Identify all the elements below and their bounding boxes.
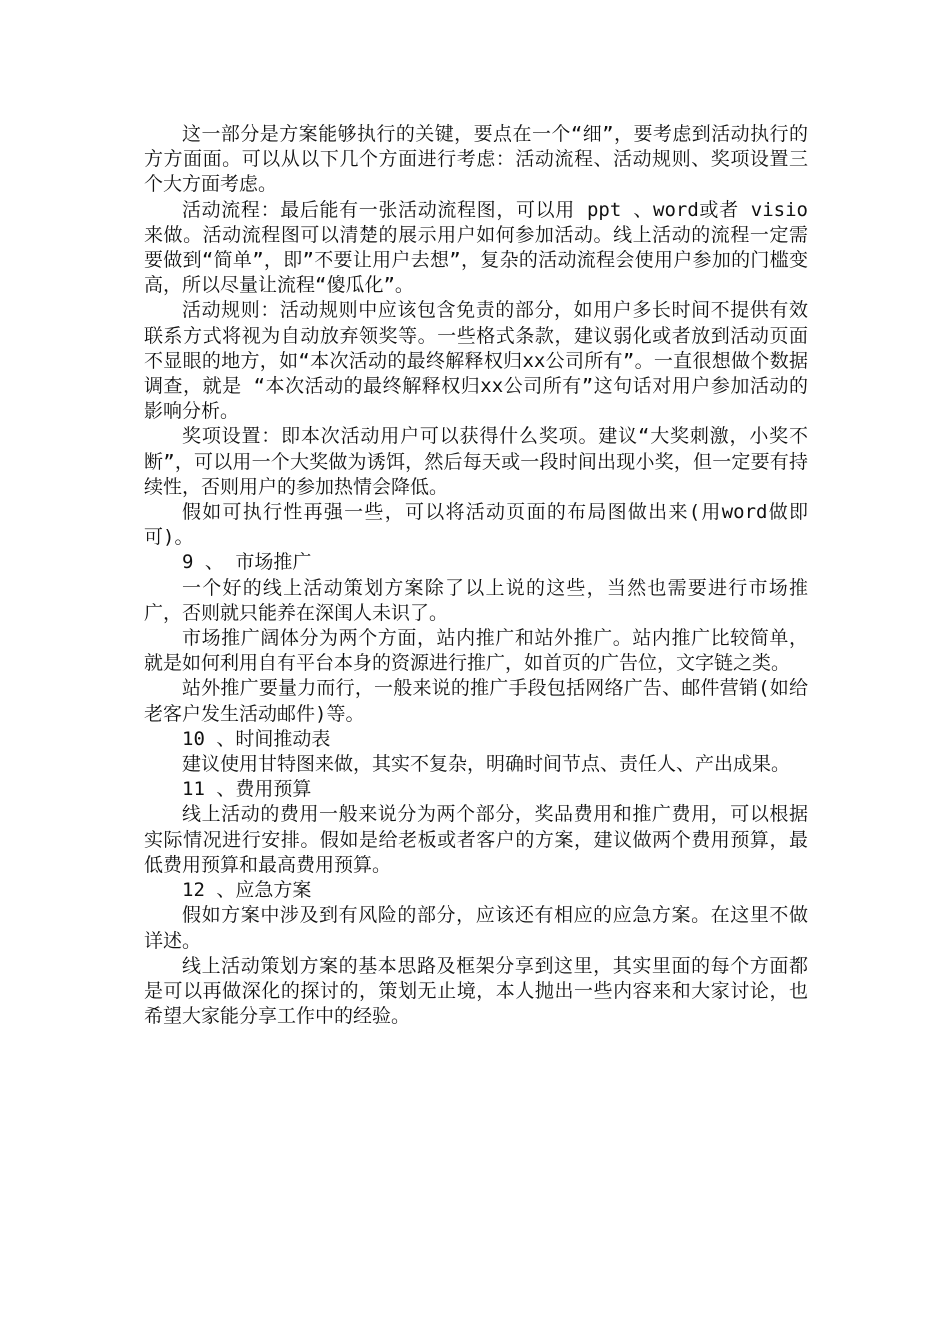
paragraph-budget: 线上活动的费用一般来说分为两个部分，奖品费用和推广费用，可以根据实际情况进行安排。假如是给老板或者客户的方案，建议做两个费用预算，最低费用预算和最高费用预算。 (144, 803, 808, 876)
paragraph-activity-rules: 活动规则：活动规则中应该包含免责的部分，如用户多长时间不提供有效联系方式将视为自动放弃领奖等。一些格式条款，建议弱化或者放到活动页面不显眼的地方，如“本次活动的最终解释权归xx公司所有”。一直很想做个数据调查，就是 “本次活动的最终解释权归xx公司所有”这句话对用户参加活动的影响分析。 (144, 299, 808, 423)
heading-contingency: 12 、应急方案 (182, 879, 312, 902)
paragraph-execution-intro: 这一部分是方案能够执行的关键，要点在一个“细”，要考虑到活动执行的方方面面。可以从以下几个方面进行考虑：活动流程、活动规则、奖项设置三个大方面考虑。 (144, 123, 808, 196)
paragraph-promotion-types: 市场推广阔体分为两个方面，站内推广和站外推广。站内推广比较简单，就是如何利用自有平台本身的资源进行推广，如首页的广告位，文字链之类。 (144, 627, 808, 675)
document-body (144, 122, 808, 1029)
heading-budget: 11 、费用预算 (182, 778, 312, 801)
paragraph-activity-flow: 活动流程：最后能有一张活动流程图，可以用 ppt 、word或者 visio 来做。活动流程图可以清楚的展示用户如何参加活动。线上活动的流程一定需要做到“简单”，即”不要让用户去想”，复杂的活动流程会使用户参加的门槛变高，所以尽量让流程“傻瓜化”。 (144, 198, 808, 297)
paragraph-offsite-promotion: 站外推广要量力而行，一般来说的推广手段包括网络广告、邮件营销(如给老客户发生活动邮件)等。 (144, 677, 808, 725)
paragraph-conclusion: 线上活动策划方案的基本思路及框架分享到这里，其实里面的每个方面都是可以再做深化的探讨的，策划无止境，本人抛出一些内容来和大家讨论，也希望大家能分享工作中的经验。 (144, 954, 808, 1028)
paragraph-gantt-chart: 建议使用甘特图来做，其实不复杂，明确时间节点、责任人、产出成果。 (182, 753, 791, 776)
paragraph-contingency: 假如方案中涉及到有风险的部分，应该还有相应的应急方案。在这里不做详述。 (144, 904, 808, 952)
paragraph-prize-setting: 奖项设置：即本次活动用户可以获得什么奖项。建议“大奖刺激，小奖不断”，可以用一个大奖做为诱饵，然后每天或一段时间出现小奖，但一定要有持续性，否则用户的参加热情会降低。 (144, 425, 808, 498)
heading-timeline: 10 、时间推动表 (182, 727, 331, 750)
paragraph-promotion-need: 一个好的线上活动策划方案除了以上说的这些，当然也需要进行市场推广，否则就只能养在深闺人未识了。 (144, 576, 808, 624)
paragraph-layout-diagram: 假如可执行性再强一些，可以将活动页面的布局图做出来(用word做即可)。 (144, 501, 808, 549)
heading-market-promotion: 9 、 市场推广 (182, 551, 312, 574)
